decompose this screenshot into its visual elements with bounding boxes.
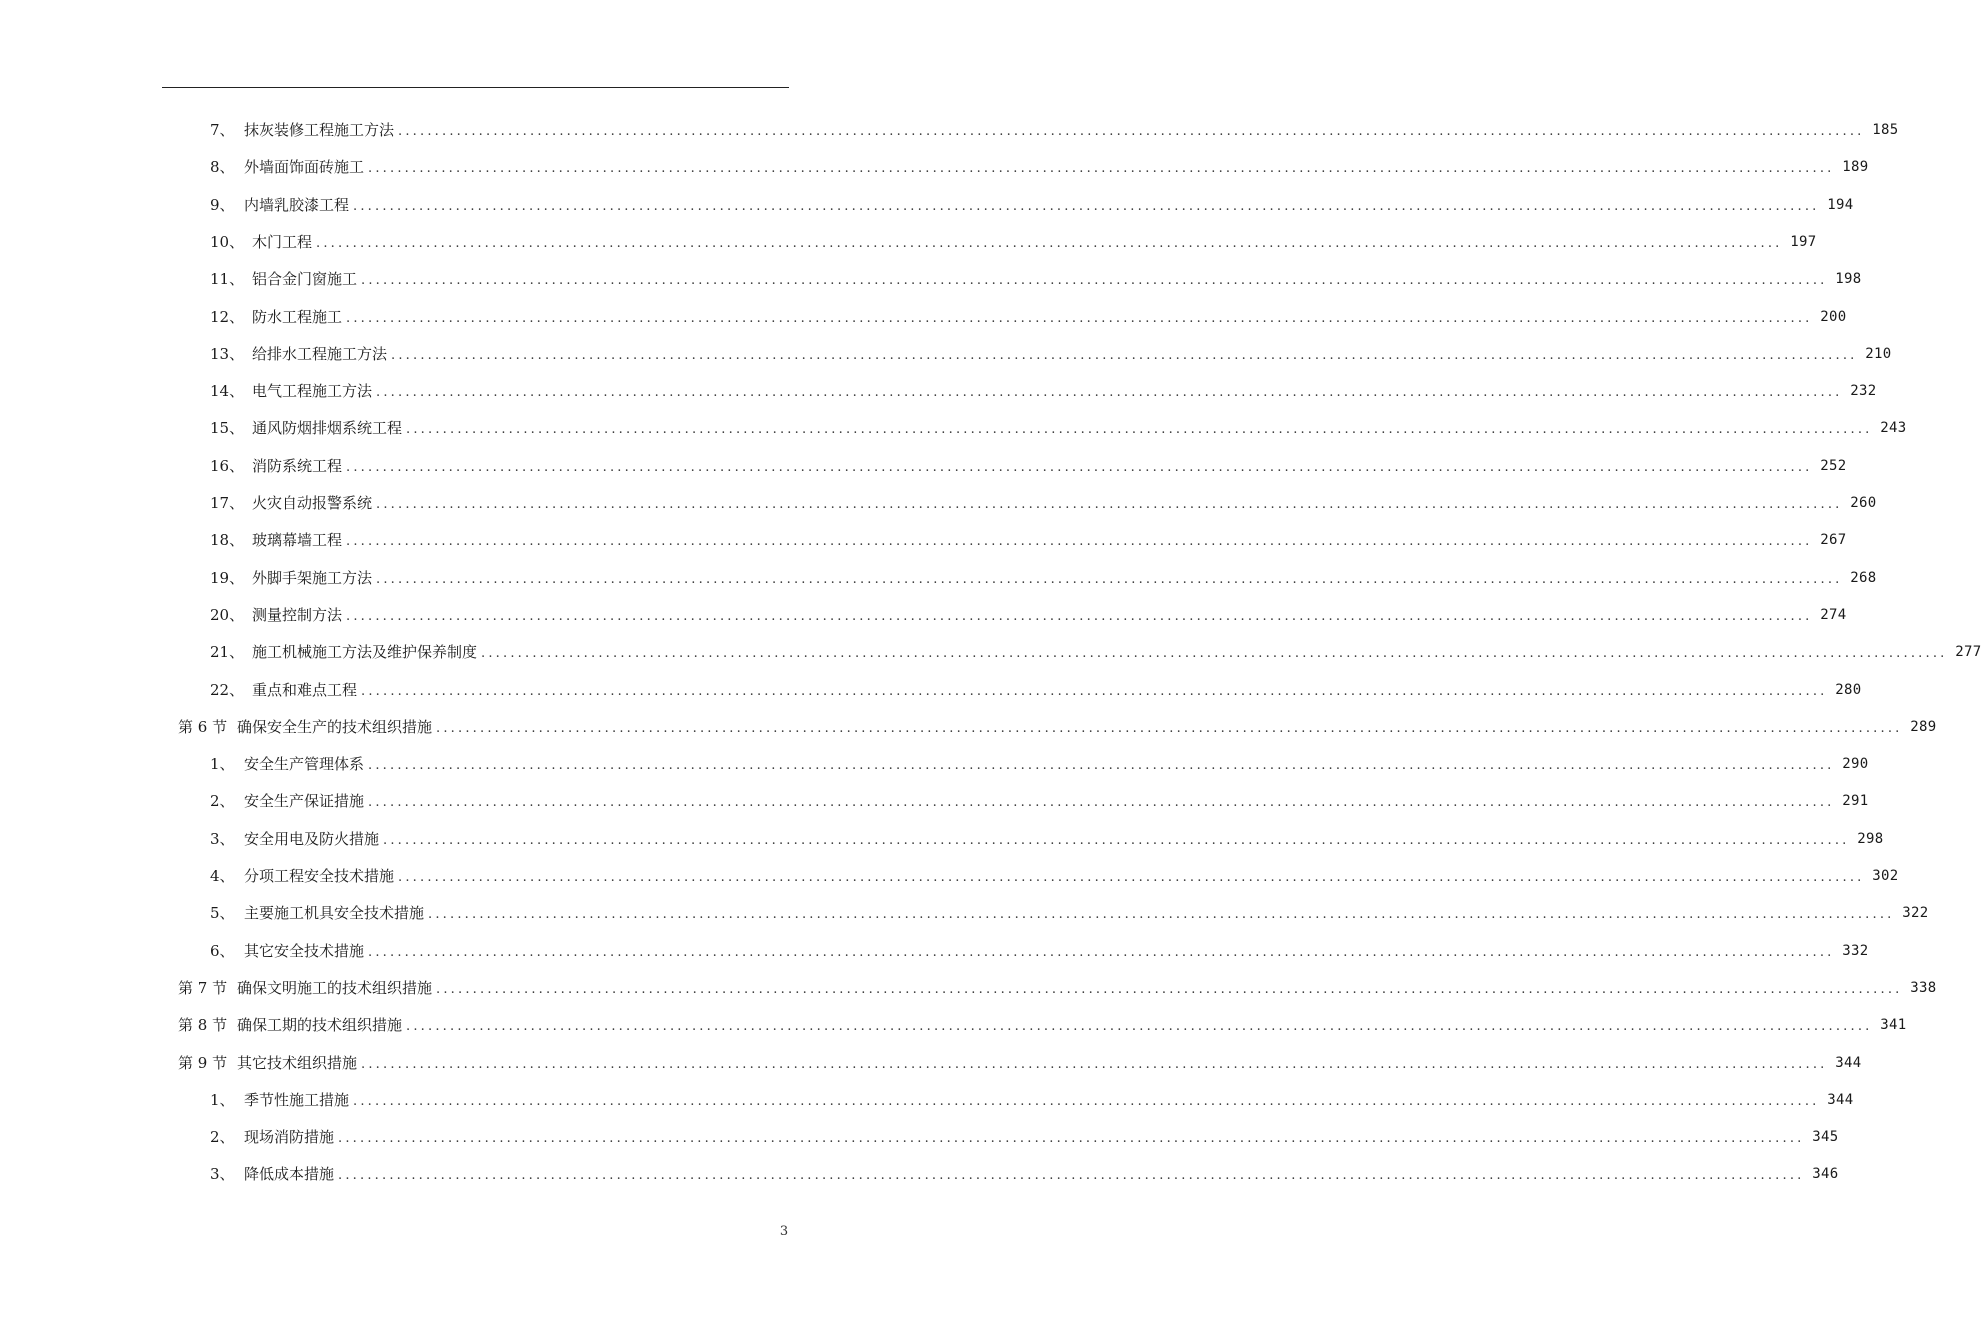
toc-entry-page: 341 <box>1880 1017 1907 1034</box>
toc-item-entry[interactable] <box>0 560 1877 597</box>
toc-section-entry[interactable] <box>0 1045 1862 1082</box>
toc-entry-title: 确保安全生产的技术组织措施 <box>237 717 433 736</box>
toc-entry-title: 给排水工程施工方法 <box>252 344 388 363</box>
toc-item-entry[interactable] <box>0 410 1907 447</box>
toc-dot-leader: ........................................................................................................................................................................................................ <box>398 124 1865 139</box>
toc-entry-page: 260 <box>1850 495 1877 511</box>
toc-entry-number: 3、 <box>210 1165 235 1184</box>
toc-item-entry[interactable] <box>0 299 1847 336</box>
toc-dot-leader: ........................................................................................................................................................................................................ <box>361 1056 1828 1072</box>
toc-item-entry[interactable] <box>0 933 1869 970</box>
toc-entry-number: 20、 <box>210 605 245 624</box>
toc-entry-title: 玻璃幕墙工程 <box>252 531 343 550</box>
header-rule <box>162 87 789 88</box>
toc-entry-page: 291 <box>1842 793 1869 810</box>
toc-dot-leader: ........................................................................................................................................................................................................ <box>361 683 1828 699</box>
toc-entry-page: 346 <box>1812 1166 1839 1183</box>
toc-item-entry[interactable] <box>0 224 1817 261</box>
toc-entry-page: 338 <box>1910 979 1937 996</box>
toc-dot-leader: ........................................................................................................................................................................................................ <box>338 1168 1805 1184</box>
toc-entry-page: 344 <box>1827 1091 1854 1108</box>
toc-entry-page: 210 <box>1865 345 1892 362</box>
toc-entry-number: 1、 <box>210 755 235 774</box>
toc-dot-leader: ........................................................................................................................................................................................................ <box>428 907 1895 923</box>
toc-entry-number: 1、 <box>210 1090 235 1109</box>
toc-dot-leader: ........................................................................................................................................................................................................ <box>353 1093 1820 1109</box>
toc-entry-page: 274 <box>1820 606 1847 623</box>
toc-entry-page: 290 <box>1842 756 1869 773</box>
toc-entry-number: 5、 <box>210 904 235 923</box>
toc-entry-page: 289 <box>1910 718 1937 735</box>
toc-entry-page: 185 <box>1872 122 1899 138</box>
toc-item-entry[interactable] <box>0 187 1854 224</box>
toc-entry-title: 外脚手架施工方法 <box>252 568 373 587</box>
toc-entry-page: 277 <box>1955 644 1981 661</box>
toc-entry-title: 分项工程安全技术措施 <box>244 867 395 885</box>
toc-item-entry[interactable] <box>0 1082 1854 1119</box>
toc-entry-page: 189 <box>1842 159 1869 176</box>
toc-entry-page: 280 <box>1835 681 1862 698</box>
toc-entry-title: 铝合金门窗施工 <box>252 270 358 289</box>
toc-entry-title: 消防系统工程 <box>252 456 343 475</box>
toc-item-entry[interactable] <box>0 373 1877 410</box>
toc-entry-number: 15、 <box>210 419 245 438</box>
toc-entry-number: 10、 <box>210 232 245 251</box>
toc-entry-page: 252 <box>1820 457 1847 474</box>
toc-entry-title: 降低成本措施 <box>244 1165 335 1184</box>
toc-entry-title: 测量控制方法 <box>252 605 343 624</box>
toc-dot-leader: ........................................................................................................................................................................................................ <box>391 347 1858 363</box>
toc-entry-title: 其它安全技术措施 <box>244 941 365 960</box>
toc-item-entry[interactable] <box>0 112 1899 149</box>
toc-dot-leader: ........................................................................................................................................................................................................ <box>406 422 1873 438</box>
toc-dot-leader: ........................................................................................................................................................................................................ <box>376 497 1843 512</box>
toc-item-entry[interactable] <box>0 672 1862 709</box>
toc-item-entry[interactable] <box>0 261 1862 298</box>
toc-dot-leader: ........................................................................................................................................................................................................ <box>346 608 1813 624</box>
toc-entry-number: 13、 <box>210 344 245 363</box>
toc-dot-leader: ........................................................................................................................................................................................................ <box>346 459 1813 475</box>
toc-entry-title: 木门工程 <box>252 232 313 251</box>
page-number: 3 <box>779 1224 789 1239</box>
toc-entry-page: 332 <box>1842 942 1869 959</box>
toc-dot-leader: ........................................................................................................................................................................................................ <box>383 832 1850 848</box>
toc-item-entry[interactable] <box>0 485 1877 522</box>
toc-entry-number: 19、 <box>210 568 245 587</box>
toc-entry-number: 第 9 节 <box>178 1053 228 1072</box>
toc-dot-leader: ........................................................................................................................................................................................................ <box>368 795 1835 811</box>
toc-dot-leader: ........................................................................................................................................................................................................ <box>316 235 1783 251</box>
toc-item-entry[interactable] <box>0 522 1847 559</box>
toc-entry-number: 8、 <box>210 158 235 177</box>
toc-entry-title: 抹灰装修工程施工方法 <box>244 121 395 139</box>
toc-dot-leader: ........................................................................................................................................................................................................ <box>376 571 1843 587</box>
toc-entry-title: 内墙乳胶漆工程 <box>244 195 350 214</box>
toc-entry-title: 安全用电及防火措施 <box>244 829 380 848</box>
toc-entry-title: 安全生产管理体系 <box>244 755 365 774</box>
toc-entry-title: 季节性施工措施 <box>244 1090 350 1109</box>
toc-entry-number: 17、 <box>210 494 245 512</box>
toc-dot-leader: ........................................................................................................................................................................................................ <box>436 981 1903 997</box>
toc-item-entry[interactable] <box>0 895 1929 932</box>
toc-dot-leader: ........................................................................................................................................................................................................ <box>361 273 1828 289</box>
toc-entry-page: 243 <box>1880 420 1907 437</box>
toc-dot-leader: ........................................................................................................................................................................................................ <box>481 646 1948 662</box>
toc-item-entry[interactable] <box>0 821 1884 858</box>
toc-item-entry[interactable] <box>0 1156 1839 1193</box>
toc-item-entry[interactable] <box>0 746 1869 783</box>
toc-entry-page: 267 <box>1820 532 1847 549</box>
toc-entry-number: 11、 <box>210 270 245 289</box>
toc-item-entry[interactable] <box>0 634 1981 671</box>
toc-entry-title: 外墙面饰面砖施工 <box>244 158 365 177</box>
toc-entry-title: 确保工期的技术组织措施 <box>237 1016 403 1035</box>
toc-dot-leader: ........................................................................................................................................................................................................ <box>406 1019 1873 1035</box>
toc-entry-title: 现场消防措施 <box>244 1128 335 1147</box>
toc-dot-leader: ........................................................................................................................................................................................................ <box>436 720 1903 736</box>
toc-entry-page: 232 <box>1850 383 1877 400</box>
toc-entry-number: 3、 <box>210 829 235 848</box>
toc-dot-leader: ........................................................................................................................................................................................................ <box>368 758 1835 774</box>
toc-entry-number: 第 7 节 <box>178 978 228 997</box>
toc-entry-number: 9、 <box>210 195 235 214</box>
toc-entry-number: 22、 <box>210 680 245 699</box>
toc-entry-number: 7、 <box>210 121 235 139</box>
toc-entry-title: 重点和难点工程 <box>252 680 358 699</box>
toc-entry-title: 其它技术组织措施 <box>237 1053 358 1072</box>
toc-entry-page: 322 <box>1902 905 1929 922</box>
toc-dot-leader: ........................................................................................................................................................................................................ <box>338 1131 1805 1147</box>
toc-entry-number: 12、 <box>210 307 245 326</box>
toc-dot-leader: ........................................................................................................................................................................................................ <box>398 870 1865 885</box>
toc-entry-title: 防水工程施工 <box>252 307 343 326</box>
toc-entry-number: 6、 <box>210 941 235 960</box>
toc-item-entry[interactable] <box>0 1119 1839 1156</box>
toc-entry-page: 194 <box>1827 196 1854 213</box>
toc-entry-page: 344 <box>1835 1054 1862 1071</box>
toc-entry-title: 通风防烟排烟系统工程 <box>252 419 403 438</box>
toc-section-entry[interactable] <box>0 970 1937 1007</box>
toc-item-entry[interactable] <box>0 597 1847 634</box>
toc-item-entry[interactable] <box>0 783 1869 820</box>
toc-entry-page: 268 <box>1850 569 1877 586</box>
toc-entry-number: 16、 <box>210 456 245 475</box>
toc-section-entry[interactable] <box>0 1007 1907 1044</box>
toc-entry-number: 14、 <box>210 382 245 401</box>
toc-entry-page: 302 <box>1872 868 1899 884</box>
toc-dot-leader: ........................................................................................................................................................................................................ <box>368 944 1835 960</box>
toc-dot-leader: ........................................................................................................................................................................................................ <box>346 310 1813 326</box>
toc-entry-title: 电气工程施工方法 <box>252 382 373 401</box>
toc-entry-number: 第 8 节 <box>178 1016 228 1035</box>
toc-item-entry[interactable] <box>0 336 1892 373</box>
toc-entry-page: 198 <box>1835 271 1862 288</box>
toc-item-entry[interactable] <box>0 858 1899 895</box>
toc-entry-title: 安全生产保证措施 <box>244 792 365 811</box>
toc-entry-number: 2、 <box>210 1128 235 1147</box>
toc-entry-title: 主要施工机具安全技术措施 <box>244 904 425 923</box>
toc-entry-number: 18、 <box>210 531 245 550</box>
toc-dot-leader: ........................................................................................................................................................................................................ <box>346 534 1813 550</box>
toc-entry-page: 197 <box>1790 233 1817 250</box>
toc-entry-title: 火灾自动报警系统 <box>252 494 373 512</box>
toc-dot-leader: ........................................................................................................................................................................................................ <box>353 198 1820 214</box>
toc-entry-number: 2、 <box>210 792 235 811</box>
toc-entry-page: 345 <box>1812 1129 1839 1146</box>
toc-dot-leader: ........................................................................................................................................................................................................ <box>368 161 1835 177</box>
toc-entry-title: 确保文明施工的技术组织措施 <box>237 978 433 997</box>
toc-section-entry[interactable] <box>0 709 1937 746</box>
toc-dot-leader: ........................................................................................................................................................................................................ <box>376 385 1843 401</box>
toc-entry-title: 施工机械施工方法及维护保养制度 <box>252 643 478 662</box>
toc-entry-number: 21、 <box>210 643 245 662</box>
toc-item-entry[interactable] <box>0 448 1847 485</box>
toc-entry-number: 4、 <box>210 867 235 885</box>
toc-entry-number: 第 6 节 <box>178 717 228 736</box>
toc-item-entry[interactable] <box>0 149 1869 186</box>
toc-entry-page: 298 <box>1857 830 1884 847</box>
toc-entry-page: 200 <box>1820 308 1847 325</box>
